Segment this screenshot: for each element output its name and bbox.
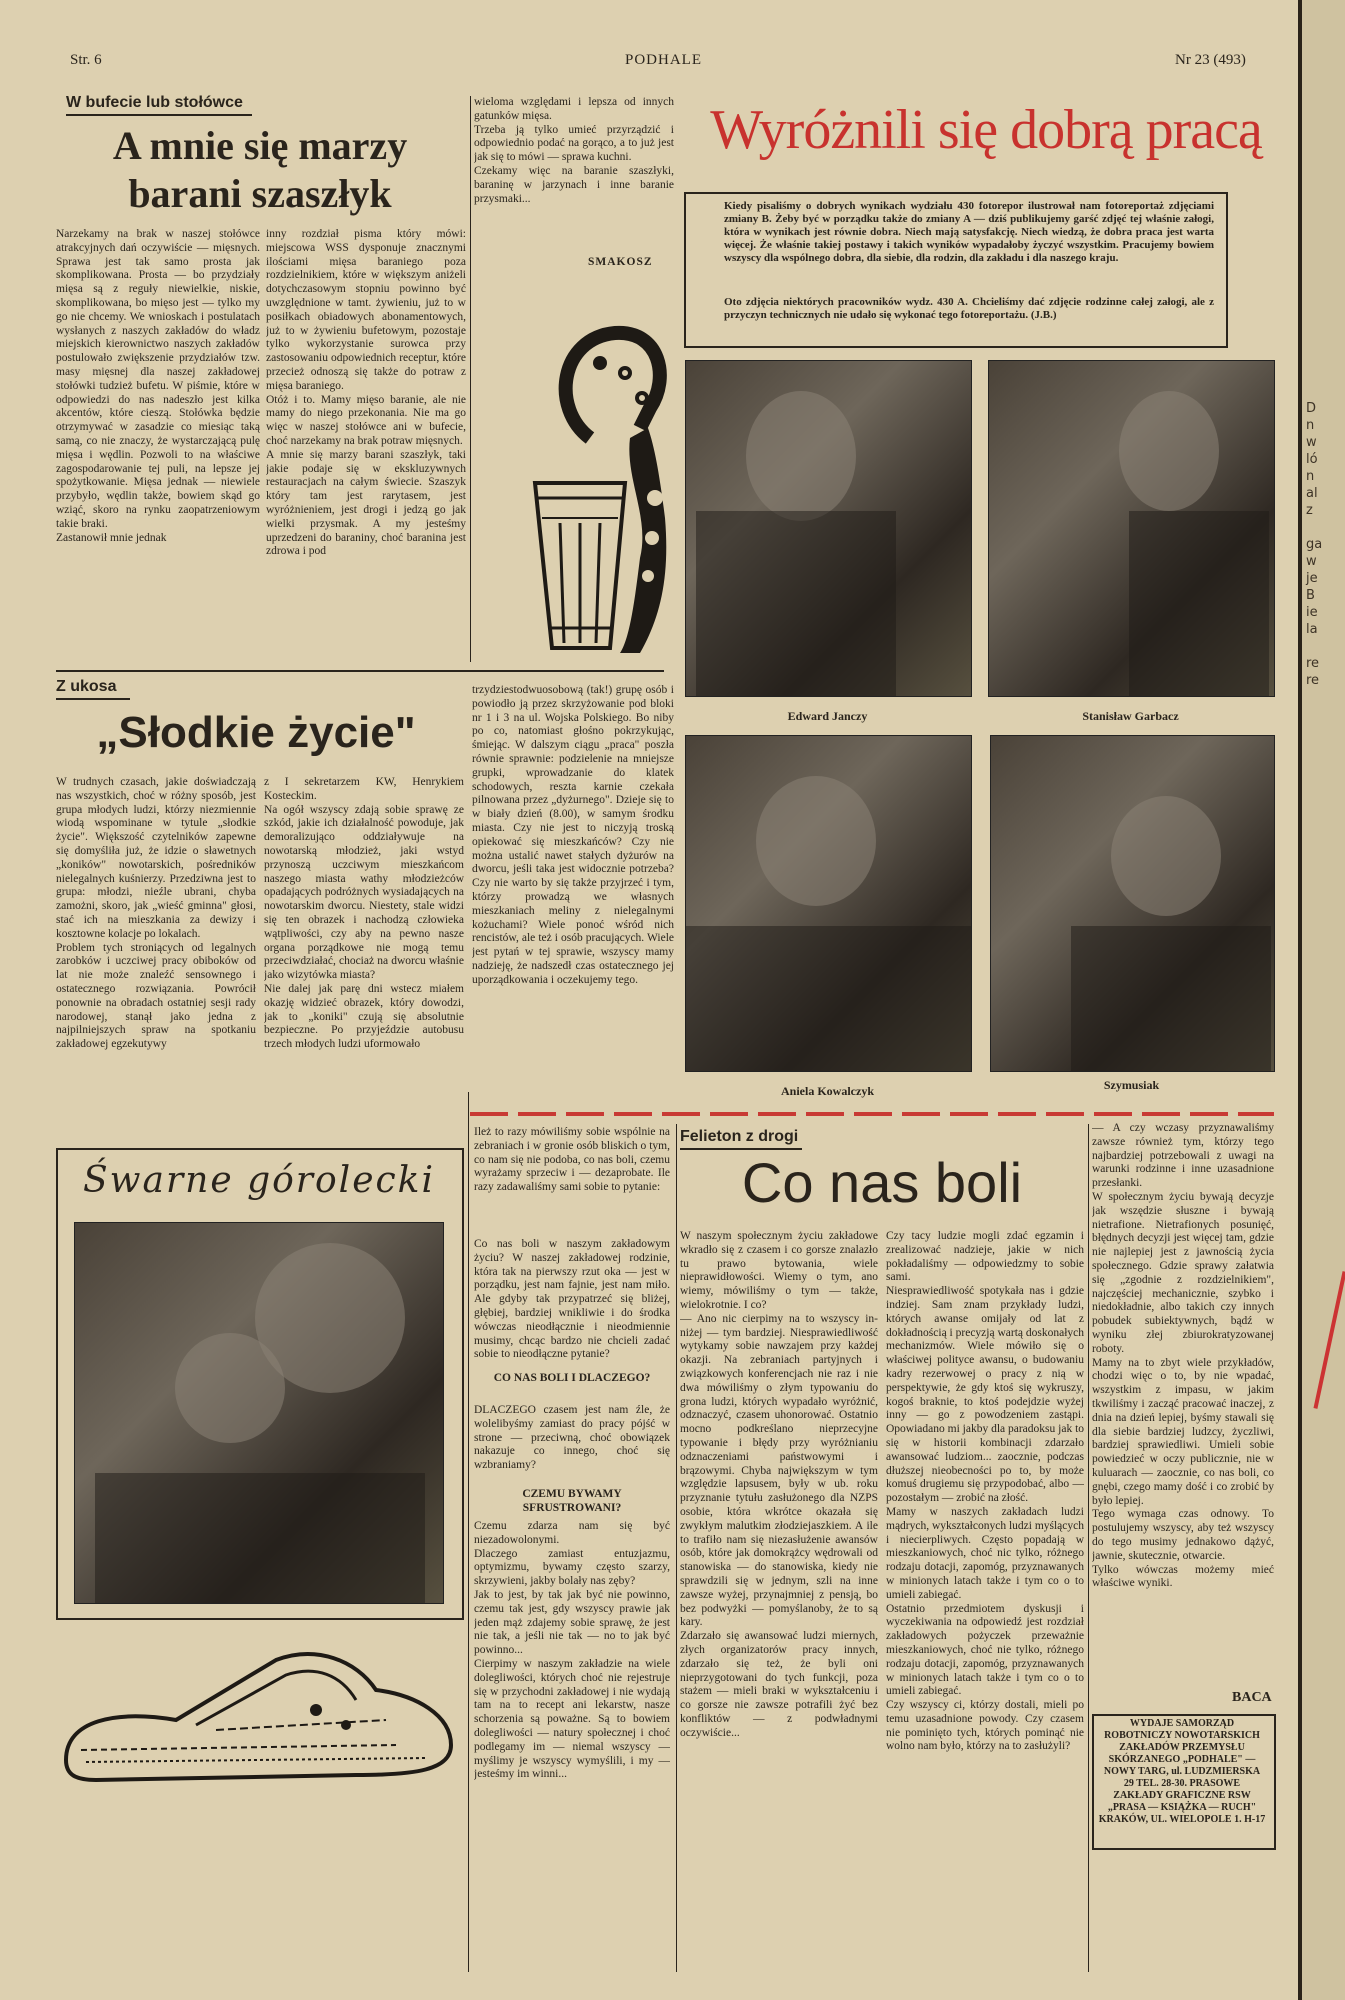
photo-swarne-gorolecki	[74, 1222, 444, 1604]
felieton-section-tag: Felieton z drogi	[680, 1128, 799, 1145]
felieton-divider-left	[676, 1124, 677, 1972]
slodkie-column-2: z I sekretarzem KW, Henrykiem Kosteckim. Na ogół wszyscy zdają sobie sprawę ze szkód, jakie ich działalność powoduje, jak demoralizująco oddziaływuje na nowotarską młodzież, jaki wstyd przynoszą uczciwym mieszkańcom naszego miasta wathy młodzieżców opadających podróżnych wysiadających na nowotarskim dworcu. Niestety, stale widzi się ten obrazek i nachodzą człowieka wątpliwości, czy aby na pewno nasze organa porządkowe nie mogą temu przeciwdziałać, chociaż na dworcu właśnie jako wizytówka miasta? Nie dalej jak parę dni wstecz miałem okazję widzieć obrazek, który dowodzi, jak to „koniki" czują się absolutnie bezpieczne. Po przyjeździe autobusu trzech młodych ludzi uformowało	[264, 776, 464, 1051]
slodkie-top-rule	[56, 670, 664, 672]
adjacent-page-fragment: D n w ló n al z ga w je B ie la re re	[1306, 401, 1323, 688]
bufet-headline-line2: barani szaszłyk	[128, 171, 392, 216]
felieton-divider-right	[1088, 1124, 1089, 1972]
caption-edward-janczy: Edward Janczy	[787, 709, 868, 723]
adjacent-red-mark	[1313, 1271, 1345, 1409]
felieton-column-2: Czy tacy ludzie mogli zdać egzamin i zrealizować nadzieje, jakie w nich pokładaliśmy — odpowiedzmy to sobie sami. Niesprawiedliwość spotykała nas i gdzie indziej. Sam znam przykłady ludzi, których awanse omijały od lat z dokładnością i precyzją wartą doskonałych mechanizmów. Wiele mówiło się o właściwej polityce awansu, o budowaniu kadry rezerwowej o pracy z nią w perspektywie, że gdy ktoś się wykruszy, kogoś braknie, to ktoś podejdzie wyżej inny — go z powodzeniem zastąpi. Opowiadano mi jakby dla paradoksu jak to się w historii kombinacji zdarzało awansować ludziom... zaocznie, podczas dłuższej nieobecności po to, by może komuś drugiemu się przypodobać, albo — pozostałym — zrobić na złość. Mamy w naszych zakładach ludzi mądrych, wykształconych ludzi myślących i niecierpliwych. Często popadają w mieszkaniowych, choć nic tylko, różnego rodzaju dotacji, zapomóg, przyznawanych w minionych latach także i tym co o to umieli zabiegać. Ostatnio przedmiotem dyskusji i wyczekiwania na odpowiedź jest rozdział zakładowych pożyczek przeważnie mieszkaniowych, choć nie tylko, różnego rodzaju dotacji, zapomóg, przyznawanych w minionych latach także i tym co o to umieli zabiegać. Czy wszyscy ci, którzy dostali, mieli po temu uzasadnione powody. Czy czasem nie pominięto tych, których pominąć nie wolno nam było, którzy na to zasłużyli?	[886, 1230, 1084, 1753]
bufet-headline-line1: A mnie się marzy	[112, 123, 408, 168]
ilez-subhead-2: CZEMU BYWAMY SFRUSTROWANI?	[522, 1488, 622, 1514]
slodkie-column-1: W trudnych czasach, jakie doświadczają nas wszystkich, choć w różny sposób, jest grupa młodych ludzi, którzy niezmiennie wiodą wspominane w tytule „słodkie życie". Większość czytelników zapewne się domyśliła już, że idzie o sławetnych „koników" nowotarskich, pośredników nielegalnych kuśnierzy. Przedziwna jest to grupa: młodzi, nieźle ubrani, chyba zamożni, skoro, jak „wieść gminna" głosi, stać ich na mieszkania za dewizy i kosztowne kolacje po lokalach. Problem tych stroniących od legalnych zarobków i uczciwej pracy obiboków od lat nie może znaleźć sensownego i ostatecznego rozwiązania. Powrócił ponownie na obradach ostatniej sesji rady narodowej, stanął jako jedna z najpilniejszych spraw na spotkaniu zakładowej egzekutywy	[56, 776, 256, 1051]
bufet-column-1: Narzekamy na brak w naszej stołówce atrakcyjnych dań oczywiście — mięsnych. Sprawa jest tak samo prosta jak skomplikowana. Prosta — bo przydziały mięsa są z reguły niewielkie, niskie, skomplikowana, bo mięso jest — tylko my go nie chcemy. We wnioskach i postulatach wysłanych z naszych zakładów do władz miejskich kierownictwo naszych zakładów postulowało zwiększenie przydziałów tzw. masy mięsnej dla naszej zakładowej stołówki tudzież bufetu. W piśmie, które w odpowiedzi do nas nadeszło jest kilka akcentów, które cieszą. Stołówka będzie otrzymywać w zasadzie co miesiąc taką samą, co nie znaczy, że wystarczającą pulę mięsa i wędlin. Pozwoli to na właściwe zagospodarowanie tej puli, na lepsze jej spożytkowanie. Mięsa jednak — niewiele przybyło, wędlin także, bowiem skąd go wziąć, skoro na rynku zaopatrzeniowym takie braki. Zastanowił mnie jednak	[56, 228, 260, 544]
bufet-signature: SMAKOSZ	[588, 256, 653, 268]
swarne-title: Śwarne górolecki	[83, 1160, 435, 1201]
ilez-subhead-1: CO NAS BOLI I DLACZEGO?	[493, 1372, 651, 1384]
bufet-section-tag: W bufecie lub stołówce	[66, 94, 243, 111]
issue-number: Nr 23 (493)	[1175, 52, 1246, 68]
felieton-signature: BACA	[1232, 1690, 1272, 1705]
wyroznili-intro-2: Oto zdjęcia niektórych pracowników wydz. 430 A. Chcieliśmy dać zdjęcie rodzinne całej załogi, ale z przyczyn technicznych nie udało się wykonać tego fotoreportażu. (J.B.)	[724, 296, 1214, 321]
bufet-column-3: wieloma względami i lepsza od innych gatunków mięsa. Trzeba ją tylko umieć przyrządzić i odpowiednio podać na gorąco, a to już jest jak się to mówi — sprawa kuchni. Czekamy więc na baranie szaszłyki, baraninę w jarzynach i inne baranie przysmaki...	[474, 96, 674, 205]
ilez-paragraph-2: DLACZEGO czasem jest nam źle, że wolelibyśmy zamiast do pracy pójść w strone — przeciwną, choć obowiązek nakazuje co innego, choć się wzbraniamy?	[474, 1404, 670, 1472]
caption-aniela-kowalczyk: Aniela Kowalczyk	[781, 1084, 874, 1098]
ilez-paragraph-3: Czemu zdarza nam się być niezadowolonymi. Dlaczego zamiast entuzjazmu, optymizmu, bywamy często szarzy, skrzywieni, jakby bolały nas zęby? Jak to jest, by tak jak być nie powinno, czemu tak jest, gdy wszyscy prawie jak jeden mąż zdajemy sobie sprawę, że jest nie tak, a jeśli nie tak — no to jak być powinno... Cierpimy w naszym zakładzie na wiele dolegliwości, których choć nie rejestruje się w przychodni zakładowej i nie wydają tam na to recept ani lekarstw, nasze schorzenia są poważne. Są to bowiem dolegliwości — natury społecznej i choć podlegamy im — niemal wszyscy — myślimy je wszyscy wymyślili, i my — jesteśmy im winni...	[474, 1520, 670, 1781]
felieton-column-3: — A czy wczasy przyznawaliśmy zawsze również tym, którzy tego najbardziej potrzebowali z uwagi na warunki rodzinne i inne uzasadnione przesłanki. W społecznym życiu bywają decyzje jak wszędzie słuszne i bywają nietrafione. Nietrafionych posunięć, błędnych decyzji jest więcej tam, gdzie nie najlepiej jest z jawnością życia społecznego. Gdzie sprawy załatwia się „zgodnie z rozdzielnikiem", najczęściej mechanicznie, szybko i niedokładnie, albo takich czy innych pobudek subiektywnych, bądź w wyniku złej zbiurokratyzowanej roboty. Mamy na to zbyt wiele przykładów, chodzi więc o to, by nie wpadać, wszystkim z impasu, w jakim tkwiliśmy i zacząć pracować inaczej, z dnia na dzień lepiej, byśmy stawali się dla siebie bardziej ludzcy, życzliwi, bardziej sprawiedliwi. Umieli sobie powiedzieć w oczy publicznie, nie w kuluarach — zaocznie, co nas boli, co gnębi, czego mamy dość i co zrobić by było lepiej. Tego wymaga czas odnowy. To postulujemy wszyscy, aby też wszyscy do tego musimy jednakowo dążyć, jawnie, skutecznie, otwarcie. Tylko wówczas możemy mieć właściwe wyniki.	[1092, 1122, 1274, 1590]
photo-edward-janczy	[685, 360, 972, 697]
caption-szymusiak: Szymusiak	[1103, 1078, 1160, 1092]
slodkie-column-3: trzydziestodwuosobową (tak!) grupę osób i powiodło ją przez skrzyżowanie pod bloki nr 1 i 3 na ul. Wojska Polskiego. Bo niby po co, natomiast głośno pokrzykując, śmiejąc. W dalszym ciągu „praca" poszła równie sprawnie: podzielenie na mniejsze grupki, wprowadzanie do klatek schodowych, reszta karnie czekała pilnowana przez „dyżurnego". Dzieje się to w biały dzień (8.00), w samym środku miasta. Czy nie jest to niczyją troską opiekować się mieszkańców? Czy nie można ustalić nawet stałych dyżurów na dworcu, jeśli taka jest widocznie potrzeba? Czy nie warto by się także przyjrzeć i tym, którzy prowadzą we własnych mieszkaniach meliny z nielegalnymi kożuchami? Wiele ponoć wśród nich rencistów, ale też i osób pracujących. Wiele jest pytań w tej sprawie, wszyscy mamy nadzieję, że nadszedł czas ostatecznego jej uporządkowania i oczekujemy tego.	[472, 684, 674, 986]
wyroznili-headline: Wyróżnili się dobrą pracą	[710, 99, 1262, 161]
photo-aniela-kowalczyk	[685, 735, 972, 1072]
ilez-question-1: Co nas boli w naszym zakładowym życiu? W naszej zakładowej rodzinie, która tak na pierwszy rzut oka — jest w porządku, jest nam fajnie, jest nam miło. Ale gdyby tak przypatrzeć się bliżej, głębiej, bardziej wnikliwie i do środka wówczas nieodłącznie i nieodmiennie musimy, chcąc bardzo nie chcieli zadać sobie to nieodłączne pytanie?	[474, 1238, 670, 1361]
ilez-intro: Ileż to razy mówiliśmy sobie wspólnie na zebraniach i w gronie osób bliskich o tym, co nam się nie podoba, co nas boli, czemu wyrażamy sprzeciw i — dezaprobate. Ile razy zadawaliśmy sami sobie to pytanie:	[474, 1126, 670, 1194]
felieton-headline: Co nas boli	[741, 1151, 1023, 1214]
slodkie-headline: „Słodkie życie"	[96, 708, 416, 757]
page-gutter	[1298, 0, 1302, 2000]
photo-szymusiak	[990, 735, 1275, 1072]
slodkie-tag-rule	[56, 698, 130, 700]
red-separator-top	[470, 1112, 1274, 1116]
felieton-column-1: W naszym społecznym życiu zakładowe wkradło się z czasem i co gorsze znalazło tu prawo bytowania, wiele nieprawidłowości. Wiemy o tym, ano wiemy, mówiliśmy o tym — także, wielokrotnie. I co? — Ano nic cierpimy na to wszyscy in-niżej — tym bardziej. Niesprawiedliwość wytykamy sobie nawzajem przy każdej okazji. Na zebraniach partyjnych i związkowych konferencjach nie raz i nie dwa mówiliśmy o złym typowaniu do grona ludzi, których wypadało wyróżnić, odznaczyć, czasem uhonorować. Ostatnio mocno podkreślano nieprzecyjne typowanie i błędy przy wyróżnianiu odznaczeniami państwowymi i brązowymi. Chyba największym w tym względzie lapsusem, były w ub. roku przyznanie tytułu zasłużonego dla NZPS osobie, która wkrótce okazała się zwykłym malutkim złodziejaszkiem. A ile to trafiło nam się niezasłużenie awansów osób, które jak domokrążcy wędrowali od stanowiska — do stanowiska, kiedy nie sprawdzili się w jednym, szli na inne zawsze wyżej, przynajmniej z pensją, bo bez podwyżki — pomyślanoby, że to są kary. Zdarzało się awansować ludzi miernych, złych organizatorów pracy innych, zdarzało się też, że byli oni nieprzygotowani do tych funkcji, poza stażem — mieli braki w wykształceniu i co gorsze nie zawsze potrafili żyć bez konfliktów — z podwładnymi oczywiście...	[680, 1230, 878, 1739]
imprint-text: WYDAJE SAMORZĄD ROBOTNICZY NOWOTARSKICH ZAKŁADÓW PRZEMYSŁU SKÓRZANEGO „PODHALE" — NOWY TARG, ul. LUDZMIERSKA 29 TEL. 28-30. PRASOWE ZAKŁADY GRAFICZNE RSW „PRASA — KSIĄŻKA — RUCH" KRAKÓW, UL. WIELOPOLE 1. H-17	[1098, 1718, 1266, 1825]
wyroznili-intro: Kiedy pisaliśmy o dobrych wynikach wydziału 430 fotorepor ilustrował nam fotoreportaż zdjęciami zmiany B. Żeby być w porządku także do zmiany A — dziś publikujemy garść zdjęć tej właśnie załogi, która w wynikach jest równie dobra. Niech mają satysfakcję. Niech wiedzą, że dobra praca jest warta więcej. Że właśnie takiej postawy i takich wyników wypadałoby życzyć wszystkim. Pracujemy bowiem wszyscy dla wspólnego dobra, dla siebie, dla rodzin, dla zakładu i dla naszego kraju.	[724, 200, 1214, 264]
ilez-divider-left	[468, 1092, 469, 1972]
bufet-tag-rule	[66, 114, 252, 116]
slodkie-section-tag: Z ukosa	[56, 678, 117, 695]
bufet-col-divider	[470, 96, 471, 662]
cup-illustration	[530, 318, 680, 658]
bufet-column-2: inny rozdział pisma który mówi: miejscowa WSS dysponuje znacznymi ilościami mięsa baraniego poza rozdzielnikiem, które w większym aniżeli dotychczasowym stopniu powinno być uwzględnione w tamt. żywieniu, już to w posiłkach obiadowych abonamentowych, już to w żywieniu bufetowym, pozostaje tylko wykorzystanie surowca przy zastosowaniu odpowiednich receptur, które przecież odnoszą się także do potraw z mięsa baraniego. Otóż i to. Mamy mięso baranie, ale nie mamy do niego przekonania. Nie ma go więc w naszej stołówce ani w bufecie, choć narzekamy na brak potraw mięsnych. A mnie się marzy barani szaszłyk, taki jakie podaje się w ekskluzywnych restauracjach na całym świecie. Szaszyk który tam jest rarytasem, jest wyróżnieniem, jest drogi i jedzą go jak wielki przysmak. A my jesteśmy uprzedzeni do baraniny, choć baranina jest zdrowa i pod	[266, 228, 466, 558]
adjacent-page-edge	[1298, 0, 1345, 2000]
slipper-illustration	[56, 1640, 460, 1790]
caption-stanislaw-garbacz: Stanisław Garbacz	[1082, 709, 1179, 723]
photo-stanislaw-garbacz	[988, 360, 1275, 697]
paper-name: PODHALE	[625, 52, 702, 68]
page-number: Str. 6	[70, 52, 102, 68]
